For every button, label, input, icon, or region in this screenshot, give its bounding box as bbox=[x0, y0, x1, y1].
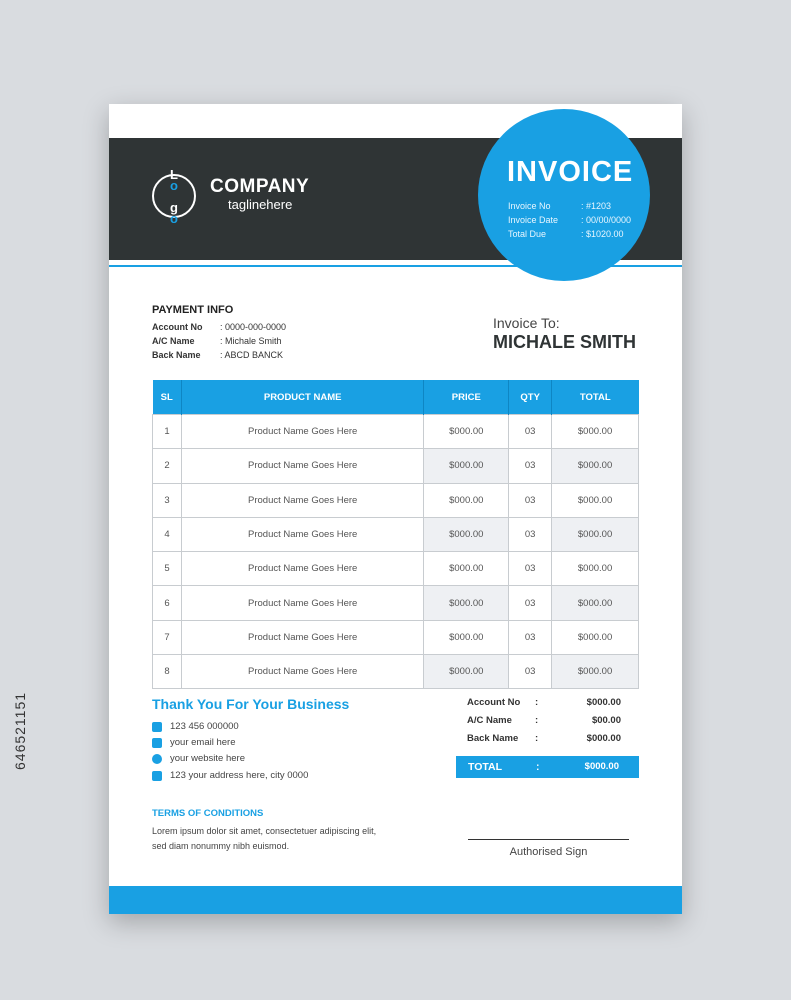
cell-sl: 5 bbox=[153, 552, 182, 586]
cell-qty: 03 bbox=[509, 483, 552, 517]
signature-line bbox=[468, 839, 629, 840]
cell-sl: 1 bbox=[153, 415, 182, 449]
header-total: TOTAL bbox=[552, 380, 639, 415]
table-row bbox=[153, 655, 639, 689]
cell-qty: 03 bbox=[509, 620, 552, 654]
cell-total: $000.00 bbox=[552, 586, 639, 620]
authorised-sign: Authorised Sign bbox=[509, 846, 588, 858]
header-sl: SL bbox=[153, 380, 182, 415]
invoice-circle bbox=[478, 109, 650, 281]
cell-sl: 3 bbox=[153, 483, 182, 517]
table-row bbox=[153, 517, 639, 551]
cell-product: Product Name Goes Here bbox=[181, 552, 423, 586]
table-header-row bbox=[153, 380, 639, 415]
contact-phone: 123 456 000000 bbox=[152, 721, 239, 732]
table-row bbox=[153, 449, 639, 483]
company-tagline: taglinehere bbox=[228, 197, 293, 212]
table-row bbox=[153, 620, 639, 654]
header-product: PRODUCT NAME bbox=[181, 380, 423, 415]
cell-product: Product Name Goes Here bbox=[181, 483, 423, 517]
table-row bbox=[153, 483, 639, 517]
cell-product: Product Name Goes Here bbox=[181, 449, 423, 483]
company-block bbox=[210, 176, 309, 212]
cell-total: $000.00 bbox=[552, 449, 639, 483]
total-label: TOTAL bbox=[468, 761, 503, 773]
cell-qty: 03 bbox=[509, 415, 552, 449]
email-icon bbox=[152, 738, 162, 748]
invoice-page: L o g o COMPANY taglinehere INVOICE Invoice No : #1203 Invoice Date : 00/00/0000 Total Due : $1020.00 PAYMENT INFO Account No : 0000-000-0000 A/C Name : Michale Smith Back Name : ABCD BANCK Invoice To: MICHALE SMITH SL PRODUCT NAME PRICE QTY TOTAL 1 Product Name Goes Here $000.00 03 $000.00 2 Product Name Goes Here $000.00 03 $000.00 3 Product Name Goes Here $000.00 03 $000.00 4 Product Name Goes Here $000.00 03 $000.00 5 Product Name Goes Here $000.00 03 $000.00 6 Product Name Goes Here $000.00 03 $000.00 7 Product Name Goes Here $000.00 03 $000.00 8 Product Name Goes Here $000.00 03 $000.00 Thank You For Your Business 123 456 000000 your email here your website here 123 your address here, city 0000 TERMS OF CONDITIONS Lorem ipsum dolor sit amet, consectetuer adipiscing elit, sed diam nonummy nibh euismod. Account No : $000.00 A/C Name : $00.00 Back Name : $000.00 TOTAL : $000.00 Authorised Sign bbox=[109, 104, 682, 914]
thank-you-heading: Thank You For Your Business bbox=[152, 696, 350, 712]
total-bar: TOTAL : $000.00 bbox=[456, 756, 639, 778]
cell-qty: 03 bbox=[509, 449, 552, 483]
invoice-to-label: Invoice To: bbox=[493, 315, 560, 331]
globe-icon bbox=[152, 754, 162, 764]
location-icon bbox=[152, 771, 162, 781]
cell-sl: 2 bbox=[153, 449, 182, 483]
cell-price: $000.00 bbox=[424, 517, 509, 551]
cell-total: $000.00 bbox=[552, 620, 639, 654]
cell-price: $000.00 bbox=[424, 483, 509, 517]
cell-total: $000.00 bbox=[552, 655, 639, 689]
cell-total: $000.00 bbox=[552, 483, 639, 517]
cell-price: $000.00 bbox=[424, 620, 509, 654]
cell-product: Product Name Goes Here bbox=[181, 620, 423, 654]
invoice-to-name: MICHALE SMITH bbox=[493, 332, 636, 352]
invoice-title: INVOICE bbox=[507, 156, 634, 188]
company-name: COMPANY bbox=[210, 176, 310, 197]
cell-qty: 03 bbox=[509, 655, 552, 689]
cell-price: $000.00 bbox=[424, 552, 509, 586]
cell-price: $000.00 bbox=[424, 449, 509, 483]
cell-qty: 03 bbox=[509, 552, 552, 586]
phone-icon bbox=[152, 722, 162, 732]
footer-bar bbox=[109, 886, 682, 914]
contact-email: your email here bbox=[152, 737, 235, 748]
cell-qty: 03 bbox=[509, 517, 552, 551]
table-row bbox=[153, 586, 639, 620]
cell-sl: 8 bbox=[153, 655, 182, 689]
cell-sl: 6 bbox=[153, 586, 182, 620]
cell-product: Product Name Goes Here bbox=[181, 415, 423, 449]
cell-price: $000.00 bbox=[424, 586, 509, 620]
cell-product: Product Name Goes Here bbox=[181, 586, 423, 620]
header-price: PRICE bbox=[424, 380, 509, 415]
items-table bbox=[152, 380, 639, 689]
table-row bbox=[153, 415, 639, 449]
cell-price: $000.00 bbox=[424, 655, 509, 689]
total-value: $000.00 bbox=[584, 761, 619, 772]
header-qty: QTY bbox=[509, 380, 552, 415]
cell-sl: 7 bbox=[153, 620, 182, 654]
stock-id: 646521151 bbox=[12, 691, 28, 770]
cell-product: Product Name Goes Here bbox=[181, 655, 423, 689]
terms-title: TERMS OF CONDITIONS bbox=[152, 808, 264, 819]
cell-price: $000.00 bbox=[424, 415, 509, 449]
cell-qty: 03 bbox=[509, 586, 552, 620]
contact-address: 123 your address here, city 0000 bbox=[152, 770, 308, 781]
logo: L o g o bbox=[152, 174, 196, 218]
divider bbox=[109, 265, 682, 267]
cell-product: Product Name Goes Here bbox=[181, 517, 423, 551]
payment-info-title: PAYMENT INFO bbox=[152, 304, 234, 316]
cell-sl: 4 bbox=[153, 517, 182, 551]
table-row bbox=[153, 552, 639, 586]
terms-text: Lorem ipsum dolor sit amet, consectetuer adipiscing elit, sed diam nonummy nibh euismod. bbox=[152, 826, 377, 851]
contact-website: your website here bbox=[152, 753, 245, 764]
cell-total: $000.00 bbox=[552, 415, 639, 449]
cell-total: $000.00 bbox=[552, 517, 639, 551]
cell-total: $000.00 bbox=[552, 552, 639, 586]
